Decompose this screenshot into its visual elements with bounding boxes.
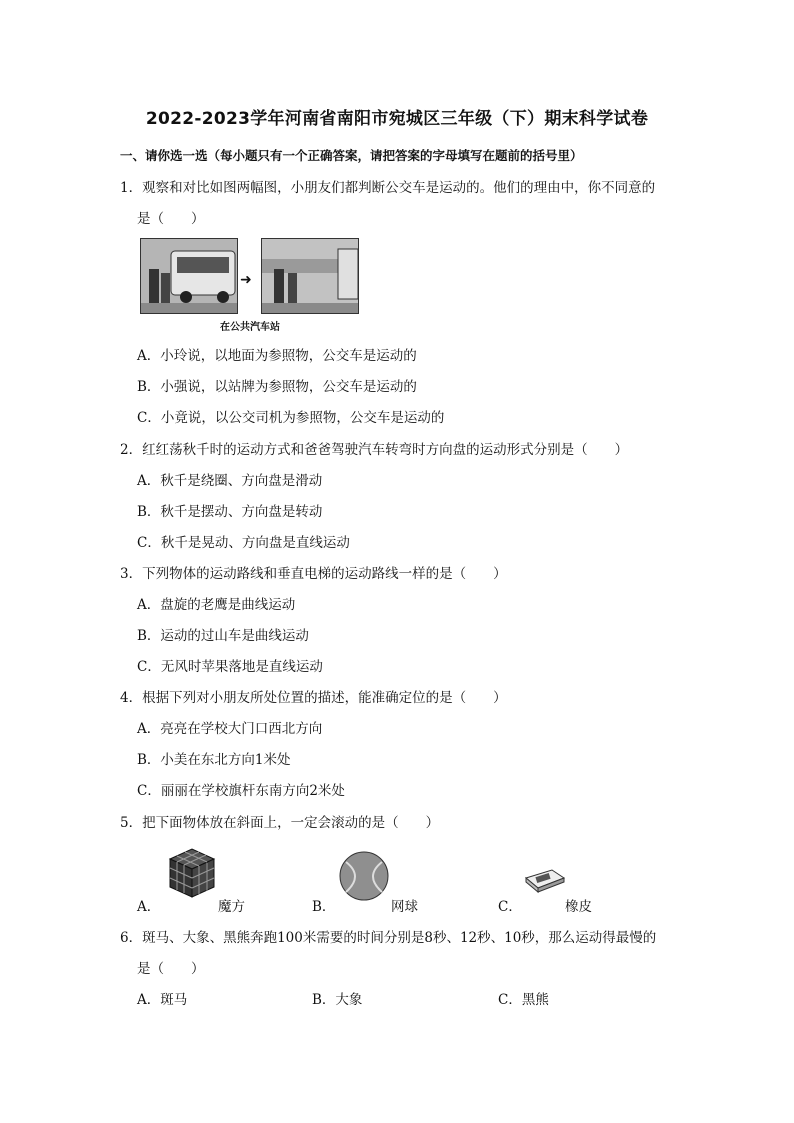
question-1-option-b: B．小强说，以站牌为参照物，公交车是运动的 [137, 379, 417, 395]
question-6-option-c: C．黑熊 [498, 992, 549, 1008]
question-4-option-c: C．丽丽在学校旗杆东南方向2米处 [137, 783, 345, 799]
question-2-option-a: A．秋千是绕圈、方向盘是滑动 [137, 473, 323, 489]
question-6-option-b: B．大象 [312, 992, 363, 1008]
photo-caption: 在公共汽车站 [220, 322, 280, 333]
question-5-text: 5．把下面物体放在斜面上，一定会滚动的是（ ） [120, 815, 440, 831]
bus-stop-photo-before [140, 238, 238, 314]
question-6-text: 6．斑马、大象、黑熊奔跑100米需要的时间分别是8秒、12秒、10秒，那么运动得最慢的 [120, 930, 657, 946]
question-2-text: 2．红红荡秋千时的运动方式和爸爸驾驶汽车转弯时方向盘的运动形式分别是（ ） [120, 442, 629, 458]
rubiks-cube-icon [162, 845, 220, 901]
question-1-option-c: C．小竟说，以公交司机为参照物，公交车是运动的 [137, 410, 445, 426]
question-3-option-b: B．运动的过山车是曲线运动 [137, 628, 309, 644]
question-2-option-c: C．秋千是晃动、方向盘是直线运动 [137, 535, 350, 551]
question-5-option-c-letter: C． [498, 899, 522, 915]
question-5-option-b-label: 网球 [391, 899, 418, 915]
question-6-option-a: A．斑马 [137, 992, 188, 1008]
question-5-option-a-letter: A． [137, 899, 161, 915]
question-3-text: 3．下列物体的运动路线和垂直电梯的运动路线一样的是（ ） [120, 566, 507, 582]
question-1-text-cont: 是（ ） [137, 211, 205, 227]
question-4-text: 4．根据下列对小朋友所处位置的描述，能准确定位的是（ ） [120, 690, 507, 706]
exam-title: 2022-2023学年河南省南阳市宛城区三年级（下）期末科学试卷 [145, 109, 649, 129]
eraser-icon [522, 866, 566, 894]
question-4-option-b: B．小美在东北方向1米处 [137, 752, 291, 768]
question-5-option-c-label: 橡皮 [565, 899, 592, 915]
question-3-option-a: A．盘旋的老鹰是曲线运动 [137, 597, 296, 613]
bus-stop-photo-after [261, 238, 359, 314]
arrow-icon: ➜ [240, 272, 252, 288]
question-2-option-b: B．秋千是摆动、方向盘是转动 [137, 504, 323, 520]
question-4-option-a: A．亮亮在学校大门口西北方向 [137, 721, 323, 737]
question-3-option-c: C．无风时苹果落地是直线运动 [137, 659, 323, 675]
section-heading: 一、请你选一选（每小题只有一个正确答案，请把答案的字母填写在题前的括号里） [120, 148, 583, 163]
question-1-text: 1．观察和对比如图两幅图，小朋友们都判断公交车是运动的。他们的理由中，你不同意的 [120, 180, 656, 196]
question-1-option-a: A．小玲说，以地面为参照物，公交车是运动的 [137, 348, 417, 364]
tennis-ball-icon [336, 850, 392, 902]
question-5-option-a-label: 魔方 [218, 899, 245, 915]
question-6-text-cont: 是（ ） [137, 961, 205, 977]
question-5-option-b-letter: B． [312, 899, 336, 915]
